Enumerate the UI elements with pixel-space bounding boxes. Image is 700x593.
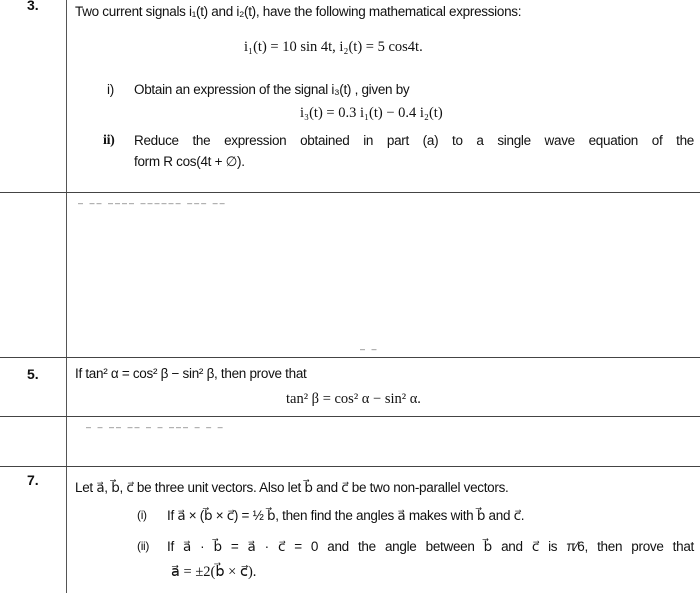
row-divider [0, 416, 700, 417]
equation: a⃗ = ±2(b⃗ × c⃗). [171, 564, 257, 580]
part-text: If a⃗ × (b⃗ × c⃗) = ½ b⃗, then find the angles a⃗ makes with b⃗ and c⃗. [167, 508, 525, 523]
part-label: i) [107, 82, 114, 97]
row-divider [0, 357, 700, 358]
equation: tan² β = cos² α − sin² α. [286, 391, 421, 407]
part-text: form R cos(4t + ∅). [134, 154, 245, 169]
question-intro: Let a⃗, b⃗, c⃗ be three unit vectors. Also let b⃗ and c⃗ be two non-parallel vectors. [75, 480, 509, 495]
part-text: Obtain an expression of the signal i₃(t) , given by [134, 82, 410, 97]
equation: i₁(t) = 10 sin 4t, i₂(t) = 5 cos4t. [244, 39, 423, 55]
equation: i₃(t) = 0.3 i₁(t) − 0.4 i₂(t) [300, 105, 443, 121]
table-column-divider [66, 0, 67, 593]
row-divider [0, 192, 700, 193]
row-divider [0, 466, 700, 467]
part-text: Reduce the expression obtained in part (a) to a single wave equation of the [134, 133, 694, 148]
question-statement: If tan² α = cos² β − sin² β, then prove that [75, 366, 307, 381]
part-text: If a⃗ · b⃗ = a⃗ · c⃗ = 0 and the angle between b⃗ and c⃗ is π⁄6, then prove that [167, 539, 694, 554]
faded-text: – –– –––– –––––– ––– –– [78, 198, 227, 208]
part-label: (i) [137, 508, 147, 522]
question-number: 7. [27, 472, 39, 488]
part-label: (ii) [137, 539, 150, 553]
faded-text: – – –– –– – – ––– – – – [86, 422, 225, 432]
faded-text: – – [360, 344, 379, 354]
question-number: 5. [27, 366, 39, 382]
question-number: 3. [27, 0, 39, 13]
part-label: ii) [103, 133, 115, 148]
question-intro: Two current signals i₁(t) and i₂(t), have the following mathematical expressions: [75, 4, 522, 19]
